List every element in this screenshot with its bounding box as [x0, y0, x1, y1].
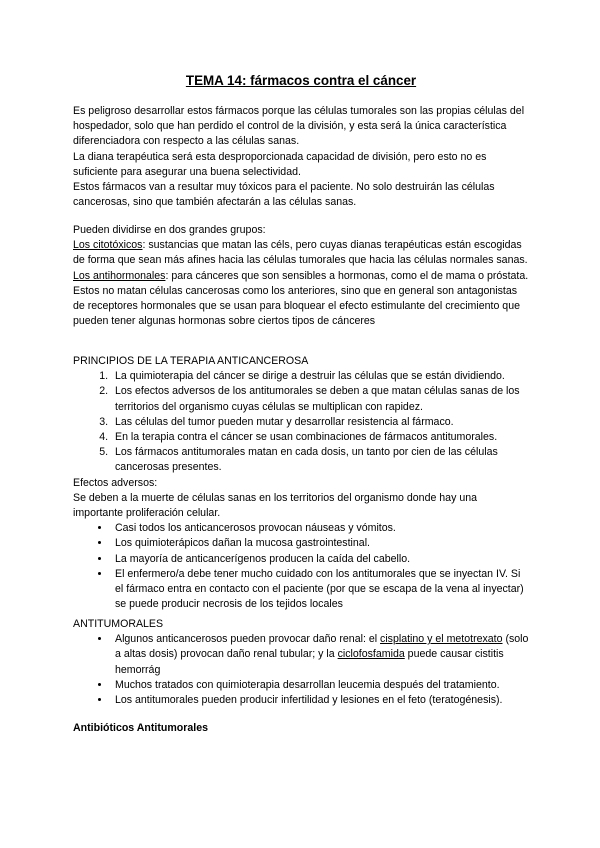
- item-text: puede causar cistitis hemorrág: [115, 648, 504, 676]
- antitumorales-heading: ANTITUMORALES: [73, 618, 164, 630]
- list-item: • La mayoría de anticancerígenos producen la caída del cabello.: [111, 552, 529, 567]
- list-item: 5. Los fármacos antitumorales matan en cada dosis, un tanto por cien de las células cancerosas presentes.: [111, 445, 529, 475]
- intro-paragraph-3: Estos fármacos van a resultar muy tóxicos para el paciente. No solo destruirán las células cancerosas, sino que también afectarán a las células sanas.: [73, 181, 495, 209]
- list-item: 3. Las células del tumor pueden mutar y desarrollar resistencia al fármaco.: [111, 415, 529, 430]
- antitumorales-section: [73, 617, 529, 708]
- list-item: 2. Los efectos adversos de los antitumorales se deben a que matan células sanas de los territorios del organismo cuyas células se multiplican con rapidez.: [111, 384, 529, 414]
- list-item: • Casi todos los anticancerosos provocan náuseas y vómitos.: [111, 521, 529, 536]
- principios-heading: PRINCIPIOS DE LA TERAPIA ANTICANCEROSA: [73, 355, 309, 367]
- citotoxicos-term: Los citotóxicos: [73, 239, 143, 252]
- page-title: TEMA 14: fármacos contra el cáncer: [185, 73, 417, 88]
- intro-section: [73, 104, 529, 210]
- antihormonales-text: : para cánceres que son sensibles a hormonas, como el de mama o próstata. Estos no matan células cancerosas como los anteriores, sino que en general son antagonistas de receptores hormonales que se usan para bloquear el efecto estimulante del crecimiento que pueden tener algunas hormonas sobre ciertos tipos de cánceres: [73, 269, 529, 328]
- list-item: • Los quimioterápicos dañan la mucosa gastrointestinal.: [111, 536, 529, 551]
- list-item: [111, 632, 529, 678]
- antihormonales-paragraph: [73, 269, 529, 330]
- citotoxicos-paragraph: [73, 238, 529, 268]
- item-text: Algunos anticancerosos pueden provocar daño renal: el: [115, 633, 381, 646]
- citotoxicos-text: : sustancias que matan las céls, pero cuyas dianas terapéuticas están escogidas de forma que sean más afines hacia las células tumorales que hacia las células normales sanas.: [73, 239, 528, 267]
- list-item: 1. La quimioterapia del cáncer se dirige a destruir las células que se están dividiendo.: [111, 369, 529, 384]
- cisplatino-link-text: cisplatino y el metotrexato: [380, 633, 503, 646]
- efectos-text: Se deben a la muerte de células sanas en los territorios del organismo donde hay una importante proliferación celular.: [73, 491, 477, 520]
- list-item: • Los antitumorales pueden producir infertilidad y lesiones en el feto (teratogénesis).: [111, 693, 529, 708]
- list-item: • Muchos tratados con quimioterapia desarrollan leucemia después del tratamiento.: [111, 678, 529, 693]
- item-text: (solo a altas dosis) provocan daño renal tubular; y la: [115, 633, 529, 661]
- groups-heading: Pueden dividirse en dos grandes grupos:: [73, 224, 266, 236]
- efectos-heading: Efectos adversos:: [73, 476, 158, 489]
- list-item: • El enfermero/a debe tener mucho cuidado con los antitumorales que se inyectan IV. Si el fármaco entra en contacto con el paciente (por que se escapa de la vena al inyectar) se puede producir necrosis de los tejidos locales: [111, 567, 529, 613]
- antitumorales-list: [73, 632, 529, 708]
- efectos-list: [73, 521, 529, 612]
- antihormonales-term: Los antihormonales: [73, 269, 166, 282]
- list-item: 4. En la terapia contra el cáncer se usan combinaciones de fármacos antitumorales.: [111, 430, 529, 445]
- principios-list: [73, 369, 529, 475]
- intro-paragraph-2: La diana terapéutica será esta desproporcionada capacidad de división, pero esto no es suficiente para asegurar una buena selectividad.: [73, 150, 487, 178]
- antibioticos-heading: Antibióticos Antitumorales: [73, 722, 208, 734]
- groups-section: [73, 223, 529, 329]
- principios-section: [73, 354, 529, 612]
- intro-paragraph-1: Es peligroso desarrollar estos fármacos porque las células tumorales son las propias células del hospedador, solo que han perdido el control de la división, y esta será la única característica diferenciadora con respecto a las células sanas.: [73, 105, 525, 148]
- ciclofosfamida-text: ciclofosfamida: [337, 648, 405, 661]
